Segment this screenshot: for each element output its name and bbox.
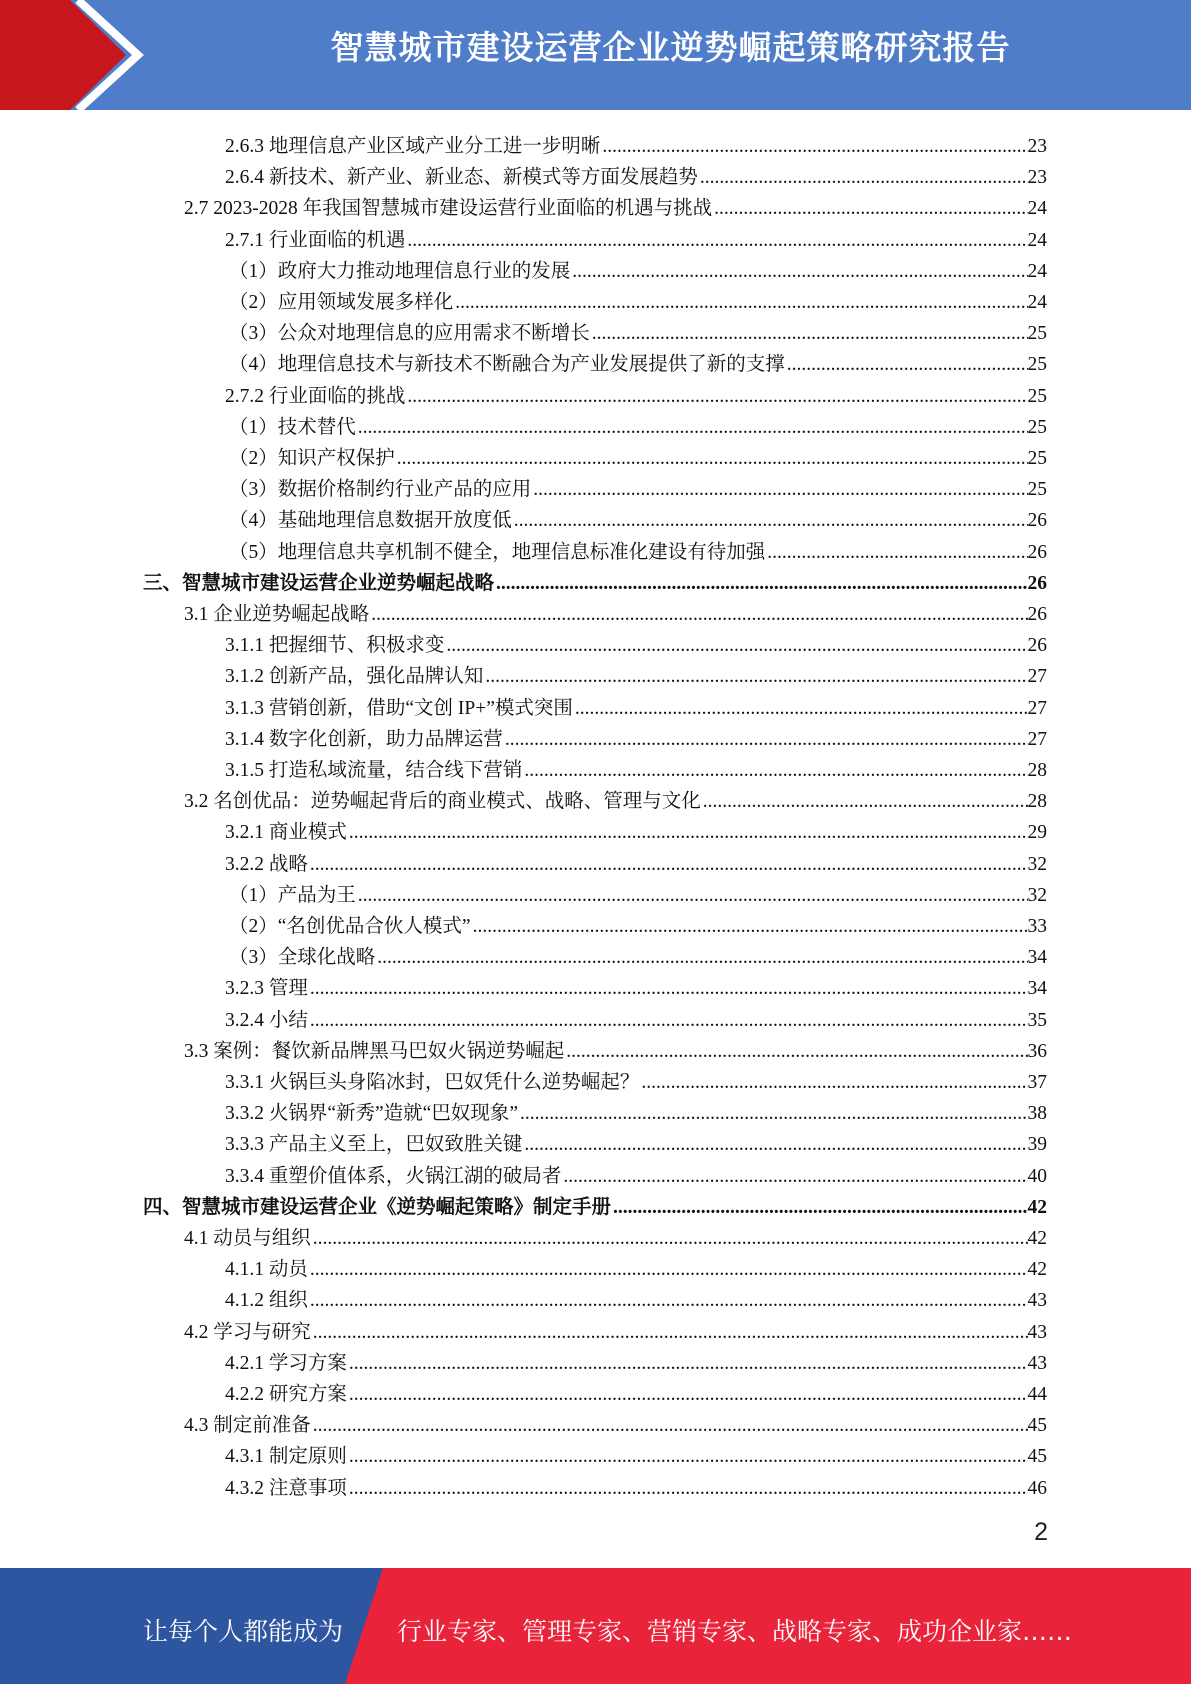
toc-dot-leader (714, 197, 1027, 221)
page-header (0, 0, 1191, 110)
toc-entry-label: 3.3.1 火锅巨头身陷冰封，巴奴凭什么逆势崛起？ (225, 1072, 640, 1093)
toc-entry-label: 3.1.1 把握细节、积极求变 (225, 635, 445, 657)
toc-entry-page: 42 (1027, 1259, 1047, 1281)
toc-entry[interactable] (229, 409, 1047, 440)
toc-entry[interactable] (229, 346, 1047, 377)
toc-entry-label: 2.6.3 地理信息产业区域产业分工进一步明晰 (225, 136, 601, 157)
toc-dot-leader (349, 821, 1028, 845)
toc-entry-label: 3.1.4 数字化创新，助力品牌运营 (225, 728, 503, 750)
toc-entry-label: （5）地理信息共享机制不健全，地理信息标准化建设有待加强 (229, 541, 766, 563)
toc-dot-leader (524, 1133, 1027, 1157)
toc-entry-label: 4.1 动员与组织 (184, 1228, 311, 1249)
toc-dot-leader (313, 1227, 1028, 1251)
toc-dot-leader (703, 790, 1028, 814)
toc-entry[interactable] (184, 1407, 1047, 1438)
toc-entry[interactable] (225, 1095, 1047, 1126)
toc-entry-page: 28 (1027, 760, 1047, 781)
toc-entry-label: （1）产品为王 (229, 884, 356, 906)
toc-entry-page: 26 (1027, 604, 1047, 625)
toc-entry-label: 4.3.2 注意事项 (225, 1477, 347, 1499)
toc-entry-page: 25 (1027, 354, 1047, 376)
toc-dot-leader (310, 853, 1028, 877)
toc-entry-page: 27 (1027, 666, 1047, 688)
toc-entry-page: 42 (1027, 1196, 1047, 1218)
toc-dot-leader (613, 1196, 1027, 1220)
toc-entry-label: （1）技术替代 (229, 416, 356, 438)
toc-entry-page: 24 (1027, 198, 1047, 220)
toc-entry-page: 26 (1027, 635, 1047, 657)
toc-dot-leader (371, 603, 1027, 627)
toc-entry-page: 36 (1027, 1040, 1047, 1062)
toc-entry-page: 42 (1027, 1228, 1047, 1249)
toc-entry-page: 32 (1027, 884, 1047, 906)
toc-dot-leader (455, 291, 1027, 315)
toc-entry[interactable] (225, 1438, 1047, 1469)
toc-entry[interactable] (229, 471, 1047, 502)
toc-entry[interactable] (225, 846, 1047, 877)
toc-dot-leader (520, 1102, 1028, 1126)
toc-entry[interactable] (225, 1064, 1047, 1095)
toc-dot-leader (496, 572, 1027, 596)
toc-entry[interactable] (225, 1251, 1047, 1282)
toc-entry-page: 23 (1027, 167, 1047, 189)
toc-entry[interactable] (225, 970, 1047, 1001)
toc-entry-page: 43 (1027, 1290, 1047, 1312)
toc-entry[interactable] (225, 627, 1047, 658)
toc-entry-label: （3）公众对地理信息的应用需求不断增长 (229, 323, 590, 345)
toc-entry-page: 27 (1027, 728, 1047, 750)
toc-entry-label: 3.2.4 小结 (225, 1009, 308, 1031)
toc-entry-label: 3.1.2 创新产品，强化品牌认知 (225, 666, 484, 688)
toc-entry-page: 34 (1027, 978, 1047, 1000)
toc-entry[interactable] (225, 1470, 1047, 1501)
toc-entry[interactable] (229, 877, 1047, 908)
toc-entry-label: 2.6.4 新技术、新产业、新业态、新模式等方面发展趋势 (225, 167, 698, 189)
toc-dot-leader (310, 977, 1028, 1001)
toc-entry-page: 26 (1027, 510, 1047, 532)
toc-entry[interactable] (225, 658, 1047, 689)
toc-entry-label: 3.3.3 产品主义至上，巴奴致胜关键 (225, 1134, 523, 1156)
toc-dot-leader (310, 1009, 1028, 1033)
toc-dot-leader (313, 1321, 1028, 1345)
toc-dot-leader (505, 728, 1028, 752)
toc-entry-page: 38 (1027, 1103, 1047, 1125)
toc-dot-leader (358, 884, 1028, 908)
toc-entry[interactable] (229, 284, 1047, 315)
page-number: 2 (1034, 1518, 1048, 1546)
toc-entry-page: 45 (1027, 1415, 1047, 1437)
toc-dot-leader (533, 478, 1027, 502)
toc-entry[interactable] (225, 1158, 1047, 1189)
toc-entry[interactable] (225, 222, 1047, 253)
toc-entry-label: 3.2.2 战略 (225, 853, 308, 875)
page-footer (0, 1568, 1191, 1684)
toc-entry[interactable] (225, 378, 1047, 409)
toc-dot-leader (514, 509, 1028, 533)
toc-entry-page: 37 (1027, 1072, 1047, 1093)
toc-entry[interactable] (229, 939, 1047, 970)
toc-dot-leader (563, 1165, 1027, 1189)
toc-entry-label: 2.7.1 行业面临的机遇 (225, 229, 406, 251)
toc-entry-page: 24 (1027, 260, 1047, 282)
toc-entry-label: 4.3.1 制定原则 (225, 1446, 347, 1468)
toc-entry-label: 2.7.2 行业面临的挑战 (225, 385, 406, 407)
toc-entry-label: 3.2 名创优品：逆势崛起背后的商业模式、战略、管理与文化 (184, 791, 701, 813)
toc-dot-leader (358, 416, 1028, 440)
toc-entry-page: 24 (1027, 292, 1047, 313)
toc-entry-label: 4.2.2 研究方案 (225, 1384, 347, 1405)
toc-dot-leader (572, 260, 1027, 284)
toc-entry-label: （2）“名创优品合伙人模式” (229, 916, 471, 937)
toc-entry[interactable] (225, 1282, 1047, 1313)
toc-dot-leader (446, 634, 1027, 658)
toc-entry-label: （3）全球化战略 (229, 947, 376, 969)
report-title: 智慧城市建设运营企业逆势崛起策略研究报告 (330, 28, 1011, 67)
toc-entry[interactable] (225, 1376, 1047, 1407)
toc-dot-leader (377, 946, 1027, 970)
toc-entry-label: 三、智慧城市建设运营企业逆势崛起战略 (143, 572, 495, 594)
toc-entry-page: 43 (1027, 1352, 1047, 1374)
toc-entry[interactable] (229, 534, 1047, 565)
toc-entry[interactable] (229, 315, 1047, 346)
toc-entry-page: 27 (1027, 697, 1047, 719)
toc-entry[interactable] (143, 1189, 1047, 1220)
toc-entry-label: 3.1 企业逆势崛起战略 (184, 604, 370, 625)
toc-entry-label: 4.2.1 学习方案 (225, 1352, 347, 1374)
toc-dot-leader (397, 447, 1028, 471)
toc-dot-leader (349, 1445, 1028, 1469)
toc-dot-leader (566, 1040, 1027, 1064)
toc-entry[interactable] (225, 1345, 1047, 1376)
toc-entry[interactable] (184, 1220, 1047, 1251)
toc-dot-leader (407, 385, 1027, 409)
toc-dot-leader (767, 541, 1027, 565)
toc-entry-label: 4.1.2 组织 (225, 1290, 308, 1312)
toc-entry-page: 39 (1027, 1134, 1047, 1156)
toc-dot-leader (349, 1352, 1028, 1376)
toc-dot-leader (602, 135, 1027, 159)
toc-entry-page: 29 (1027, 822, 1047, 844)
toc-entry-label: 2.7 2023-2028 年我国智慧城市建设运营行业面临的机遇与挑战 (184, 198, 713, 220)
toc-entry-label: 3.1.5 打造私域流量，结合线下营销 (225, 760, 523, 781)
toc-entry[interactable] (225, 752, 1047, 783)
toc-entry-page: 28 (1027, 791, 1047, 813)
toc-entry-label: 4.1.1 动员 (225, 1259, 308, 1281)
toc-entry-page: 24 (1027, 229, 1047, 251)
footer-slogan-right: 行业专家、管理专家、营销专家、战略专家、成功企业家…… (397, 1617, 1073, 1646)
toc-entry-page: 43 (1027, 1321, 1047, 1343)
toc-dot-leader (310, 1258, 1028, 1282)
toc-entry-page: 40 (1027, 1165, 1047, 1187)
toc-dot-leader (407, 229, 1027, 253)
toc-entry-label: （4）地理信息技术与新技术不断融合为产业发展提供了新的支撑 (229, 354, 785, 376)
toc-entry[interactable] (225, 1126, 1047, 1157)
toc-dot-leader (700, 166, 1028, 190)
toc-entry[interactable] (225, 721, 1047, 752)
toc-entry-label: （3）数据价格制约行业产品的应用 (229, 479, 532, 501)
toc-entry-label: （2）知识产权保护 (229, 448, 395, 469)
toc-dot-leader (313, 1414, 1028, 1438)
toc-entry[interactable] (143, 565, 1047, 596)
toc-entry[interactable] (229, 253, 1047, 284)
toc-entry[interactable] (229, 440, 1047, 471)
toc-dot-leader (349, 1383, 1028, 1407)
toc-entry-page: 33 (1027, 916, 1047, 937)
toc-dot-leader (787, 353, 1028, 377)
toc-entry[interactable] (184, 596, 1047, 627)
toc-entry-page: 44 (1027, 1384, 1047, 1405)
toc-entry-label: 3.1.3 营销创新，借助“文创 IP+”模式突围 (225, 697, 573, 719)
toc-entry-page: 26 (1027, 572, 1047, 594)
toc-dot-leader (473, 915, 1028, 939)
toc-entry[interactable] (225, 1002, 1047, 1033)
toc-entry-page: 25 (1027, 385, 1047, 407)
toc-entry-page: 25 (1027, 323, 1047, 345)
toc-dot-leader (575, 697, 1028, 721)
toc-entry[interactable] (184, 1033, 1047, 1064)
toc-entry-label: 3.3 案例：餐饮新品牌黑马巴奴火锅逆势崛起 (184, 1040, 565, 1062)
toc-entry-page: 46 (1027, 1477, 1047, 1499)
toc-entry-page: 25 (1027, 479, 1047, 501)
toc-entry-page: 25 (1027, 416, 1047, 438)
toc-dot-leader (485, 665, 1027, 689)
footer-slogan-left: 让每个人都能成为 (143, 1617, 344, 1646)
toc-entry-page: 35 (1027, 1009, 1047, 1031)
toc-entry[interactable] (225, 814, 1047, 845)
toc-entry[interactable] (229, 502, 1047, 533)
toc-entry-page: 23 (1027, 136, 1047, 157)
toc-entry-page: 32 (1027, 853, 1047, 875)
toc-entry-page: 45 (1027, 1446, 1047, 1468)
toc-entry-label: （1）政府大力推动地理信息行业的发展 (229, 260, 571, 282)
toc-entry[interactable] (184, 1314, 1047, 1345)
toc-entry-label: （2）应用领域发展多样化 (229, 292, 454, 313)
toc-dot-leader (349, 1477, 1028, 1501)
toc-entry-page: 34 (1027, 947, 1047, 969)
toc-entry[interactable] (225, 690, 1047, 721)
toc-entry[interactable] (184, 783, 1047, 814)
toc-entry-label: 3.3.4 重塑价值体系，火锅江湖的破局者 (225, 1165, 562, 1187)
toc-entry[interactable] (229, 908, 1047, 939)
toc-entry-label: 4.2 学习与研究 (184, 1321, 311, 1343)
toc-dot-leader (592, 322, 1028, 346)
toc-entry-label: （4）基础地理信息数据开放度低 (229, 510, 512, 532)
toc-dot-leader (310, 1289, 1028, 1313)
toc-entry-label: 4.3 制定前准备 (184, 1415, 311, 1437)
toc-entry-label: 3.2.3 管理 (225, 978, 308, 1000)
toc-entry[interactable] (225, 159, 1047, 190)
toc-entry-page: 26 (1027, 541, 1047, 563)
toc-entry-label: 四、智慧城市建设运营企业《逆势崛起策略》制定手册 (143, 1196, 612, 1218)
toc-entry-label: 3.2.1 商业模式 (225, 822, 347, 844)
toc-dot-leader (524, 759, 1027, 783)
toc-entry[interactable] (225, 128, 1047, 159)
header-red-chevron (0, 0, 126, 110)
toc-entry-label: 3.3.2 火锅界“新秀”造就“巴奴现象” (225, 1103, 518, 1125)
toc-entry-page: 25 (1027, 448, 1047, 469)
toc-dot-leader (641, 1071, 1027, 1095)
toc-entry[interactable] (184, 190, 1047, 221)
